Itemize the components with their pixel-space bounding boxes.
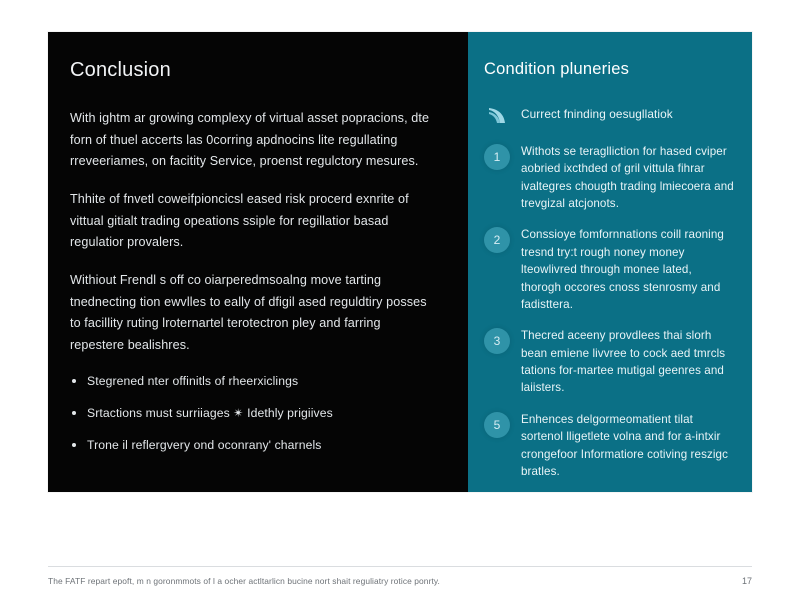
right-panel-title: Condition pluneries — [484, 60, 630, 78]
body-paragraph-2: Thhite of fnvetl coweifpioncicsl eased risk procerd exnrite of vittual gitialt trading opeations ssiple for regillatior basad regulatior provalers. — [70, 191, 409, 250]
bullet-dot-icon — [72, 379, 76, 383]
point-number-badge: 5 — [484, 412, 510, 438]
summary-point-3-label: Thecred aceeny provdlees thai slorh bean emiene livvree to cock aed tmrcls tations for-martee mutigal geenres and laiisters. — [521, 329, 726, 395]
slide-footer — [48, 566, 752, 587]
list-item — [70, 437, 438, 454]
list-item-label: Trone il reflergvery ond oconrany' charnels — [87, 437, 322, 452]
summary-point-4-label: Enhences delgormeomatient tilat sortenol lligetlete volna and for a-intxir crongefoor Informatiore cotiving reszigc bratles. — [521, 412, 728, 479]
right-summary-panel — [468, 32, 752, 492]
slide-canvas — [48, 32, 752, 492]
summary-point-lead — [484, 102, 734, 129]
summary-point-1-label: Withots se teraglliction for hased cviper aobried ixcthded of gril vittula fihrar ivaltegres chougth trading lmiecoera and trevgizal atcjonots. — [521, 144, 734, 210]
point-number-badge: 3 — [484, 328, 510, 354]
summary-point-3 — [484, 327, 734, 397]
summary-point-4 — [484, 411, 734, 481]
summary-point-1 — [484, 143, 734, 213]
summary-point-2-label: Conssioye fomfornnations coill raoning tresnd try:t rough noney money lteowlivred through monee lated, thorogh occores cnoss stenrosmy and fadisttera. — [521, 228, 724, 311]
bullet-list — [70, 373, 438, 454]
list-item-label: Stegrened nter offinitls of rheerxiclings — [87, 373, 299, 388]
list-item — [70, 373, 438, 390]
swoosh-arrow-icon — [484, 103, 510, 129]
summary-point-lead-label: Currect fninding oesugllatiok — [521, 106, 673, 121]
point-number-badge: 2 — [484, 227, 510, 253]
list-item — [70, 405, 438, 422]
point-number-badge: 1 — [484, 144, 510, 170]
page-title: Conclusion — [70, 59, 171, 81]
body-paragraph-3: Withiout Frendl s off co oiarperedmsoalng move tarting tnednecting tion ewvlles to eally of dfigil ased reguldtiry posses to facillity ruting lroternartel terotectron pley and farring repestere bealishres. — [70, 272, 427, 352]
bullet-dot-icon — [72, 411, 76, 415]
summary-point-2 — [484, 226, 734, 313]
body-paragraph-1: With ightm ar growing complexy of virtual asset popracions, dte forn of thuel accerts las 0corring apdnocins lite regullating rreveeriames, on facitity Service, proenst regulctory mesures. — [70, 111, 430, 169]
list-item-label: Srtactions must surriiages ✴ Idethly prigiives — [87, 405, 333, 420]
left-content-panel — [48, 32, 468, 492]
page-number: 17 — [741, 576, 752, 586]
footer-note: The FATF repart epoft, m n goronmmots of l a ocher actltarlicn bucine nort shait reguliatry rotice ponrty. — [48, 576, 440, 586]
bullet-dot-icon — [72, 443, 76, 447]
